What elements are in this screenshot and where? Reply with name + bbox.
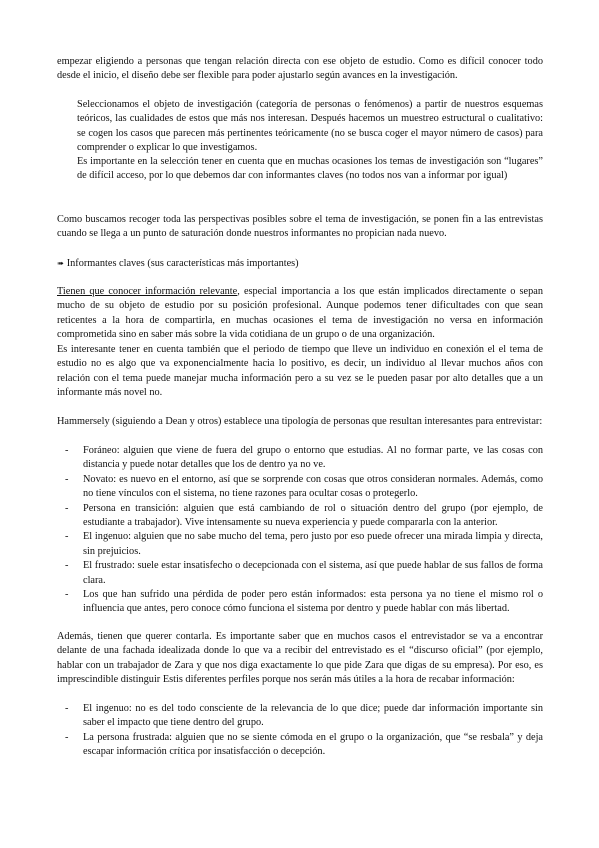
paragraph-text: empezar eligiendo a personas que tengan relación directa con ese objeto de estudio. Como es difícil conocer todo desde el inicio, el diseño debe ser flexible para poder ajustarlo según avances en la investigación. bbox=[57, 56, 543, 82]
paragraph-willingness bbox=[57, 630, 543, 688]
profiles-list bbox=[57, 702, 543, 760]
list-item: - Persona en transición: alguien que está cambiando de rol o situación dentro del grupo (por ejemplo, de estudiante a trabajador). Vive intensamente su nueva experiencia y puede compararla con la anterior. bbox=[65, 502, 543, 529]
dash-marker: - bbox=[65, 473, 69, 485]
section-heading bbox=[57, 257, 543, 271]
dash-marker: - bbox=[65, 731, 69, 743]
list-item: - Los que han sufrido una pérdida de poder pero están informados: esta persona ya no tiene el mismo rol o influencia que antes, pero conoce cómo funciona el sistema por dentro y puede hablar con más libertad. bbox=[65, 589, 543, 615]
dash-marker: - bbox=[65, 560, 69, 572]
paragraph-text: Hammersely (siguiendo a Dean y otros) establece una tipología de personas que resultan interesantes para entrevistar: bbox=[57, 416, 543, 427]
paragraph-time-period bbox=[57, 343, 543, 401]
paragraph-intro bbox=[57, 55, 543, 84]
paragraph-text: Como buscamos recoger toda las perspectivas posibles sobre el tema de investigación, se ponen fin a las entrevistas cuando se llega a un punto de saturación donde nuestros informantes no propician nada nuevo. bbox=[57, 214, 543, 240]
paragraph-typology bbox=[57, 415, 543, 429]
paragraph-saturation bbox=[57, 213, 543, 242]
list-item: - El frustrado: suele estar insatisfecho o decepcionada con el sistema, así que puede hablar de sus fallos de forma clara. bbox=[65, 560, 543, 586]
dash-marker: - bbox=[65, 502, 69, 514]
indented-paragraph-access bbox=[77, 155, 543, 184]
paragraph-text: Es importante en la selección tener en cuenta que en muchas ocasiones los temas de investigación son “lugares” de difícil acceso, por lo que debemos dar con informantes claves (no todos nos van a informar por igual) bbox=[77, 156, 543, 182]
indented-paragraph-selection bbox=[77, 98, 543, 156]
list-item: - La persona frustrada: alguien que no se siente cómoda en el grupo o la organización, que “se resbala” y deja escapar información crítica por insatisfacción o decepción. bbox=[65, 731, 543, 758]
underlined-phrase: Tienen que conocer información relevante bbox=[57, 286, 238, 297]
paragraph-text: , especial importancia a los que están implicados directamente o sepan mucho de su objeto de estudio por su posición profesional. Aunque podemos tener dificultades con que sean reticentes a la hora de compartirla, en muchas ocasiones el tema de investigación no versa en información comprometida sino en saber más sobre la vida cotidiana de un grupo o de una organización. bbox=[57, 286, 543, 341]
list-item: - Novato: es nuevo en el entorno, así que se sorprende con cosas que otros consideran normales. Además, como no tiene vínculos con el sistema, no tiene razones para ocultar cosas o protegerlo. bbox=[65, 473, 543, 500]
dash-marker: - bbox=[65, 445, 69, 456]
typology-list bbox=[57, 444, 543, 617]
list-item: - El ingenuo: no es del todo consciente de la relevancia de lo que dice; puede dar información importante sin saber el impacto que tiene dentro del grupo. bbox=[65, 703, 543, 729]
dash-marker: - bbox=[65, 531, 69, 543]
dash-marker: - bbox=[65, 703, 69, 714]
paragraph-text: Seleccionamos el objeto de investigación (categoría de personas o fenómenos) a partir de nuestros esquemas teóricos, las cualidades de estos que más nos interesan. Después hacemos un muestreo estructural o cualitativo: se cogen los casos que parecen más pertinentes teóricamente (no se busca coger el mayor número de casos) para comprender o explicar lo que investigamos. bbox=[77, 99, 543, 154]
paragraph-relevant-info bbox=[57, 285, 543, 343]
heading-text: Informantes claves (sus características más importantes) bbox=[66, 258, 299, 269]
dash-marker: - bbox=[65, 589, 69, 601]
arrow-icon: ➠ bbox=[57, 259, 64, 268]
list-item: - Foráneo: alguien que viene de fuera del grupo o entorno que estudias. Al no formar parte, ve las cosas con distancia y puede notar detalles que los de dentro ya no ve. bbox=[65, 445, 543, 471]
paragraph-text: Es interesante tener en cuenta también que el periodo de tiempo que lleve un individuo en conexión el el tema de estudio no es algo que va exponencialmente hacia lo positivo, es decir, un individuo al llevar muchos años con relación con el tema puede manejar mucha información pero a su vez se le pueden pasar por alto detalles que a un informante más novel no. bbox=[57, 344, 543, 399]
list-item: - El ingenuo: alguien que no sabe mucho del tema, pero justo por eso puede ofrecer una mirada limpia y directa, sin prejuicios. bbox=[65, 531, 543, 557]
paragraph-text: Además, tienen que querer contarla. Es importante saber que en muchos casos el entrevistador se va a encontrar delante de una fachada idealizada donde lo que va a recibir del entrevistado es el “discurso oficial” (por ejemplo, hablar con un trabajador de Zara y que nos diga exactamente lo que pide Zara que digas de su empresa). Por eso, es imprescindible distinguir Estis diferentes perfiles porque nos serán más útiles a la hora de recabar información: bbox=[57, 631, 543, 686]
